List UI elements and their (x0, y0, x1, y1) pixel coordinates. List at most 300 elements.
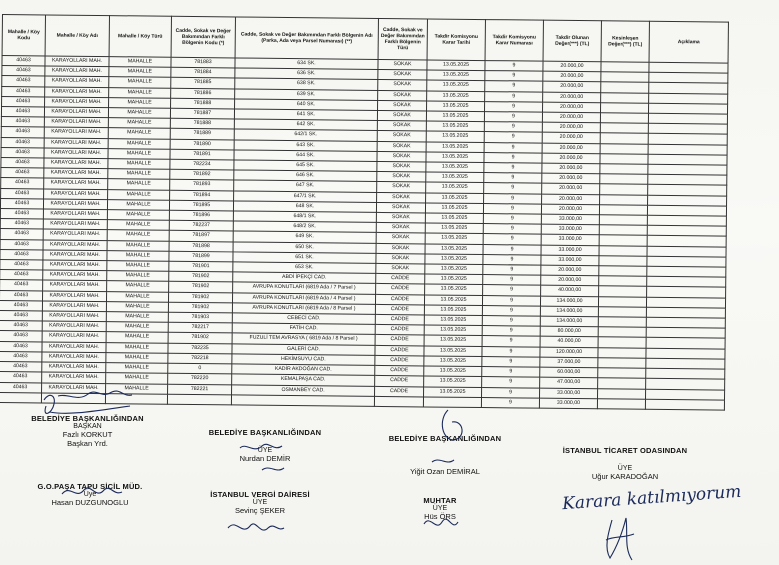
table-cell: 639 SK. (235, 89, 378, 101)
table-cell: 40463 (0, 341, 42, 352)
table-cell: SOKAK (377, 192, 426, 203)
table-cell: 782220 (168, 374, 232, 385)
signature-scribble-vergi (228, 524, 284, 530)
table-cell: 40463 (0, 372, 42, 383)
table-cell: 781898 (169, 241, 233, 252)
table-cell: KARAYOLLARI MAH. (44, 117, 108, 128)
signature-title: BELEDİYE BAŞKANLIĞINDAN (31, 414, 144, 423)
table-cell: 40463 (0, 321, 42, 332)
table-cell: 9 (482, 305, 540, 316)
table-cell: 642 SK. (234, 119, 377, 131)
table-cell: 40463 (0, 239, 43, 250)
table-cell: 642/1 SK. (234, 129, 377, 141)
table-cell: 781894 (170, 190, 234, 201)
table-cell (598, 307, 646, 318)
signature-role: ÜYE (432, 505, 448, 512)
table-cell: 33.000,00 (541, 245, 599, 256)
table-cell: 20.000,00 (542, 112, 600, 123)
table-cell: SOKAK (376, 243, 425, 254)
table-cell: MAHALLE (107, 220, 169, 231)
table-cell: 13.05.2025 (424, 366, 482, 377)
table-cell: 20.000,00 (543, 61, 601, 72)
table-cell: 648/1 SK. (233, 211, 376, 223)
table-cell: 13.05.2025 (424, 376, 482, 387)
table-cell: KARAYOLLARI MAH. (42, 342, 106, 353)
column-header: Cadde, Sokak ve Değer Bakımından Farklı Bölgenin Adı (Parka, Ada veya Parsel Numarası) (**) (235, 17, 378, 59)
table-cell: MAHALLE (106, 322, 168, 333)
table-cell: SOKAK (377, 161, 426, 172)
table-cell: 9 (485, 101, 543, 112)
table-cell: 9 (485, 91, 543, 102)
table-cell: 781903 (168, 312, 232, 323)
table-cell: 120.000,00 (540, 347, 598, 358)
table-cell: AVRUPA KONUTLARI (6819 Ada / 4 Parsel ) (232, 293, 375, 305)
table-cell (598, 317, 646, 328)
table-cell (600, 143, 648, 154)
table-cell: 13.05.2025 (427, 60, 485, 71)
table-cell: 781892 (170, 170, 234, 181)
table-cell: MAHALLE (107, 261, 169, 272)
table-cell: 9 (481, 397, 539, 408)
signature-title: MUHTAR (423, 496, 457, 505)
table-cell: 33.000,00 (541, 214, 599, 225)
table-cell: 9 (483, 285, 541, 296)
table-cell: MAHALLE (106, 383, 168, 394)
table-cell: 40463 (1, 127, 44, 138)
table-cell (645, 399, 724, 410)
table-cell (600, 184, 648, 195)
table-cell: 781885 (171, 78, 235, 89)
table-cell: SOKAK (377, 131, 426, 142)
table-cell: 13.05.2025 (427, 70, 485, 81)
table-cell: MAHALLE (109, 57, 171, 68)
table-cell: 13.05.2025 (426, 131, 484, 142)
table-cell: KARAYOLLARI MAH. (42, 372, 106, 383)
table-cell: 9 (482, 346, 540, 357)
table-cell: 9 (484, 132, 542, 143)
table-cell: 9 (485, 81, 543, 92)
table-cell: SOKAK (377, 121, 426, 132)
table-cell: 33.000,00 (540, 388, 598, 399)
table-cell: SOKAK (377, 110, 426, 121)
table-cell (598, 296, 646, 307)
table-cell: 40463 (0, 311, 42, 322)
table-cell: 781897 (169, 231, 233, 242)
table-cell: 9 (484, 193, 542, 204)
table-cell (374, 396, 423, 407)
table-cell: CADDE (375, 335, 424, 346)
table-cell: OSMANBEY CAD. (232, 384, 375, 396)
table-cell: 9 (483, 224, 541, 235)
table-cell: MAHALLE (108, 179, 170, 190)
table-cell (167, 394, 231, 405)
table-cell: MAHALLE (108, 118, 170, 129)
table-cell: 80.000,00 (540, 326, 598, 337)
table-cell: 40463 (1, 178, 44, 189)
column-header: Cadde, Sokak ve Değer Bakımından Farklı Bölgenin Türü (378, 18, 427, 60)
table-cell: KARAYOLLARI MAH. (44, 127, 108, 138)
table-cell: KARAYOLLARI MAH. (42, 382, 106, 393)
table-cell: 13.05.2025 (426, 193, 484, 204)
table-cell: 40463 (0, 198, 43, 209)
table-cell: CADDE (375, 386, 424, 397)
table-cell: MAHALLE (106, 373, 168, 384)
table-cell: 9 (482, 336, 540, 347)
table-cell: 781895 (169, 200, 233, 211)
table-cell (423, 397, 481, 408)
table-cell: 134.000,00 (540, 306, 598, 317)
table-cell: 653 SK. (233, 262, 376, 274)
table-cell: KARAYOLLARI MAH. (42, 362, 106, 373)
table-cell: 13.05.2025 (425, 223, 483, 234)
table-cell: 20.000,00 (542, 194, 600, 205)
table-cell: 13.05.2025 (425, 233, 483, 244)
table-cell: SOKAK (378, 100, 427, 111)
table-cell: 33.000,00 (541, 255, 599, 266)
table-cell (0, 392, 42, 403)
table-cell: MAHALLE (108, 138, 170, 149)
table-cell: GALERİ CAD. (232, 344, 375, 356)
table-cell: 781883 (171, 57, 235, 68)
table-cell: 782237 (169, 221, 233, 232)
table-cell: MAHALLE (107, 240, 169, 251)
signature-title: BELEDİYE BAŞKANLIĞINDAN (208, 428, 322, 437)
table-cell: 40463 (1, 168, 44, 179)
signature-name: Uğur KARADOĞAN (591, 472, 659, 481)
signature-block-belediye-3 (385, 434, 505, 476)
table-cell: 782234 (170, 159, 234, 170)
table-cell: 9 (484, 112, 542, 123)
table-cell: 40463 (1, 107, 44, 118)
table-cell: 647/1 SK. (234, 191, 377, 203)
table-cell: CADDE (375, 315, 424, 326)
table-cell: 13.05.2025 (425, 254, 483, 265)
table-cell: 33.000,00 (539, 398, 597, 409)
signature-name: Nurdan DEMİR (239, 454, 291, 463)
table-cell: KARAYOLLARI MAH. (45, 76, 109, 87)
table-cell (599, 215, 647, 226)
table-cell: MAHALLE (107, 250, 169, 261)
table-cell: 20.000,00 (542, 143, 600, 154)
table-cell: 0 (168, 363, 232, 374)
table-cell: 781888 (171, 98, 235, 109)
table-cell: 13.05.2025 (425, 244, 483, 255)
table-cell: SOKAK (377, 141, 426, 152)
table-cell: 781888 (170, 118, 234, 129)
table-cell: SOKAK (376, 233, 425, 244)
table-cell: MAHALLE (109, 87, 171, 98)
table-cell (599, 225, 647, 236)
table-cell: SOKAK (376, 223, 425, 234)
signature-name: Yiğit Ozan DEMİRAL (410, 467, 480, 476)
table-cell: KARAYOLLARI MAH. (44, 168, 108, 179)
signature-scribble-ticaret (606, 518, 634, 560)
table-cell: 40463 (2, 66, 45, 77)
table-cell (601, 92, 649, 103)
signature-role: ÜYE (252, 499, 268, 506)
table-cell: 13.05.2025 (424, 386, 482, 397)
table-cell: MAHALLE (109, 67, 171, 78)
table-cell: MAHALLE (106, 312, 168, 323)
table-cell: 781902 (169, 272, 233, 283)
table-cell (600, 174, 648, 185)
table-cell: 781884 (171, 67, 235, 78)
table-cell: 20.000,00 (542, 163, 600, 174)
table-cell: 13.05.2025 (426, 152, 484, 163)
table-cell: 634 SK. (235, 58, 378, 70)
column-header: Takdir Komisyonu Karar Numarası (485, 20, 543, 62)
table-cell: 650 SK. (233, 242, 376, 254)
table-cell: 648 SK. (233, 201, 376, 213)
table-cell (599, 245, 647, 256)
table-cell: 60.000,00 (540, 367, 598, 378)
signature-role: ÜYE (617, 465, 633, 472)
table-cell: SOKAK (378, 80, 427, 91)
signature-sub: Başkan Yrd. (67, 439, 108, 448)
signature-title: G.O.PAŞA TAPU SİCİL MÜD. (37, 482, 143, 491)
column-header: Açıklama (649, 21, 728, 63)
table-cell (599, 266, 647, 277)
table-cell: 651 SK. (233, 252, 376, 264)
table-cell: 40463 (0, 362, 42, 373)
table-cell (599, 256, 647, 267)
table-cell: 13.05.2025 (424, 325, 482, 336)
table-cell: 781896 (169, 210, 233, 221)
table-cell: 781886 (171, 88, 235, 99)
table-cell: MAHALLE (106, 301, 168, 312)
table-cell: KARAYOLLARI MAH. (44, 178, 108, 189)
table-cell: CADDE (375, 366, 424, 377)
table-cell: 9 (485, 61, 543, 72)
table-cell: 37.000,00 (540, 357, 598, 368)
table-cell: 40463 (0, 290, 43, 301)
table-cell (598, 347, 646, 358)
signature-block-ticaret (560, 446, 690, 481)
signature-block-belediye-baskan (30, 414, 145, 448)
table-cell: 644 SK. (234, 150, 377, 162)
table-cell: 40463 (1, 188, 44, 199)
table-cell: KARAYOLLARI MAH. (43, 229, 107, 240)
table-cell: CADDE (375, 294, 424, 305)
table-cell: SOKAK (376, 212, 425, 223)
table-cell: 781902 (168, 302, 232, 313)
table-cell: 9 (483, 244, 541, 255)
table-cell: KEMALPAŞA CAD. (232, 374, 375, 386)
table-cell: 13.05.2025 (425, 284, 483, 295)
table-cell (600, 154, 648, 165)
table-cell: 13.05.2025 (424, 315, 482, 326)
table-cell: KARAYOLLARI MAH. (45, 66, 109, 77)
table-cell: KARAYOLLARI MAH. (42, 301, 106, 312)
table-cell (600, 103, 648, 114)
table-cell: KARAYOLLARI MAH. (42, 311, 106, 322)
table-cell: MAHALLE (106, 291, 168, 302)
table-cell: 13.05.2025 (426, 172, 484, 183)
table-cell: CADDE (376, 274, 425, 285)
signature-block-belediye-uye (205, 428, 325, 463)
table-cell: AVRUPA KONUTLARI (6819 Ada / 8 Parsel ) (232, 303, 375, 315)
table-cell: 9 (484, 173, 542, 184)
signature-name: Hüs ÖRS (424, 512, 456, 521)
table-cell: 20.000,00 (541, 204, 599, 215)
table-cell: 40463 (1, 137, 44, 148)
table-cell: SOKAK (377, 172, 426, 183)
table-cell: 13.05.2025 (424, 335, 482, 346)
table-cell: 40463 (0, 209, 43, 220)
table-cell: 9 (484, 163, 542, 174)
table-cell: 781889 (170, 129, 234, 140)
table-cell: FUZULİ TEM AVRASYA ( 6819 Ada / 8 Parsel ) (232, 333, 375, 345)
table-cell: KARAYOLLARI MAH. (43, 219, 107, 230)
table-cell: MAHALLE (106, 352, 168, 363)
table-cell: MAHALLE (107, 210, 169, 221)
table-cell: 638 SK. (235, 78, 378, 90)
table-cell: 40.000,00 (540, 337, 598, 348)
table-cell: 646 SK. (234, 170, 377, 182)
table-cell: 9 (483, 254, 541, 265)
table-cell: KARAYOLLARI MAH. (44, 148, 108, 159)
signature-name: Sevinç ŞEKER (234, 506, 286, 515)
table-cell: 645 SK. (234, 160, 377, 172)
table-cell: SOKAK (376, 263, 425, 274)
table-cell: 9 (483, 265, 541, 276)
table-cell: 781901 (169, 261, 233, 272)
table-cell (41, 393, 105, 404)
table-cell: 9 (483, 275, 541, 286)
table-cell: SOKAK (377, 151, 426, 162)
table-cell: KARAYOLLARI MAH. (42, 331, 106, 342)
table-cell: 47.000,00 (540, 377, 598, 388)
table-cell: 13.05.2025 (424, 305, 482, 316)
table-cell: KARAYOLLARI MAH. (43, 280, 107, 291)
table-cell: 781899 (169, 251, 233, 262)
table-cell: KARAYOLLARI MAH. (43, 250, 107, 261)
table-cell: 13.05.2025 (426, 162, 484, 173)
table-cell: 9 (484, 122, 542, 133)
signature-name: Fazlı KORKUT (62, 430, 113, 439)
table-cell: 13.05.2025 (427, 91, 485, 102)
table-cell (105, 393, 167, 404)
table-cell: 9 (482, 367, 540, 378)
signature-role: Üye (83, 491, 97, 498)
table-cell: KARAYOLLARI MAH. (43, 209, 107, 220)
table-cell: SOKAK (377, 182, 426, 193)
table-cell: MAHALLE (108, 148, 170, 159)
table-cell: MAHALLE (107, 230, 169, 241)
table-cell: 9 (482, 356, 540, 367)
table-cell: 9 (484, 142, 542, 153)
table-cell: 40463 (1, 158, 44, 169)
table-cell: 40463 (0, 260, 43, 271)
signature-title: İSTANBUL VERGİ DAİRESİ (210, 490, 310, 499)
table-cell (597, 398, 645, 409)
table-cell: CADDE (375, 304, 424, 315)
table-cell: 40463 (0, 219, 43, 230)
table-cell: 40463 (0, 280, 43, 291)
table-cell: 20.000,00 (541, 265, 599, 276)
table-cell (601, 82, 649, 93)
table-cell: 40463 (0, 351, 42, 362)
table-cell: KADİR AKDOĞAN CAD. (232, 364, 375, 376)
table-cell: 134.000,00 (540, 316, 598, 327)
dissent-note: Karara katılmıyorum (561, 481, 742, 515)
table-cell: ABDİ İPEKÇİ CAD. (233, 272, 376, 284)
table-cell: 781887 (170, 108, 234, 119)
table-cell (598, 327, 646, 338)
table-cell: 13.05.2025 (425, 274, 483, 285)
table-cell: MAHALLE (106, 363, 168, 374)
table-cell (231, 395, 374, 407)
table-cell: 781891 (170, 149, 234, 160)
table-cell: 134.000,00 (540, 296, 598, 307)
signature-block-muhtar (405, 496, 475, 521)
table-cell: 649 SK. (233, 231, 376, 243)
table-cell: 13.05.2025 (426, 111, 484, 122)
table-cell: 9 (483, 214, 541, 225)
table-cell: 13.05.2025 (427, 101, 485, 112)
table-cell: KARAYOLLARI MAH. (42, 352, 106, 363)
table-cell: 40463 (1, 147, 44, 158)
table-cell: SOKAK (378, 59, 427, 70)
table-cell: 9 (482, 377, 540, 388)
table-cell (601, 62, 649, 73)
table-cell: KARAYOLLARI MAH. (42, 291, 106, 302)
table-cell: MAHALLE (107, 281, 169, 292)
table-cell: MAHALLE (106, 332, 168, 343)
table-cell: 20.000,00 (543, 82, 601, 93)
table-cell: 20.000,00 (543, 92, 601, 103)
table-cell: MAHALLE (107, 199, 169, 210)
table-cell: MAHALLE (108, 159, 170, 170)
table-cell: SOKAK (378, 70, 427, 81)
table-cell (598, 378, 646, 389)
table-cell: FATİH CAD. (232, 323, 375, 335)
table-cell: 40463 (0, 300, 42, 311)
signature-title: BELEDİYE BAŞKANLIĞINDAN (388, 434, 502, 443)
table-cell: 782218 (168, 353, 232, 364)
table-cell: 40.000,00 (541, 286, 599, 297)
table-cell (598, 388, 646, 399)
table-cell: KARAYOLLARI MAH. (45, 56, 109, 67)
table-cell: 33.000,00 (541, 224, 599, 235)
table-cell: 20.000,00 (543, 102, 601, 113)
table-cell: MAHALLE (108, 128, 170, 139)
signature-role: ÜYE (257, 447, 273, 454)
table-cell: MAHALLE (109, 97, 171, 108)
table-cell: KARAYOLLARI MAH. (45, 97, 109, 108)
table-cell: 40463 (0, 229, 43, 240)
table-cell: CADDE (375, 325, 424, 336)
table-cell: CADDE (375, 355, 424, 366)
table-cell: 20.000,00 (543, 71, 601, 82)
table-cell: 782221 (168, 384, 232, 395)
table-cell: 33.000,00 (541, 235, 599, 246)
table-cell: MAHALLE (108, 169, 170, 180)
table-cell: 782217 (168, 323, 232, 334)
table-cell: 9 (483, 234, 541, 245)
table-cell: 648/2 SK. (233, 221, 376, 233)
table-cell: 781893 (170, 180, 234, 191)
table-cell: 636 SK. (235, 68, 378, 80)
table-cell: CADDE (375, 345, 424, 356)
table-cell: 9 (482, 326, 540, 337)
table-cell: KARAYOLLARI MAH. (44, 138, 108, 149)
table-cell: 13.05.2025 (425, 203, 483, 214)
table-cell: 13.05.2025 (424, 356, 482, 367)
table-body (0, 56, 728, 410)
column-header: Mahalle / Köy Kodu (2, 15, 45, 56)
signature-title: İSTANBUL TİCARET ODASINDAN (562, 446, 688, 455)
